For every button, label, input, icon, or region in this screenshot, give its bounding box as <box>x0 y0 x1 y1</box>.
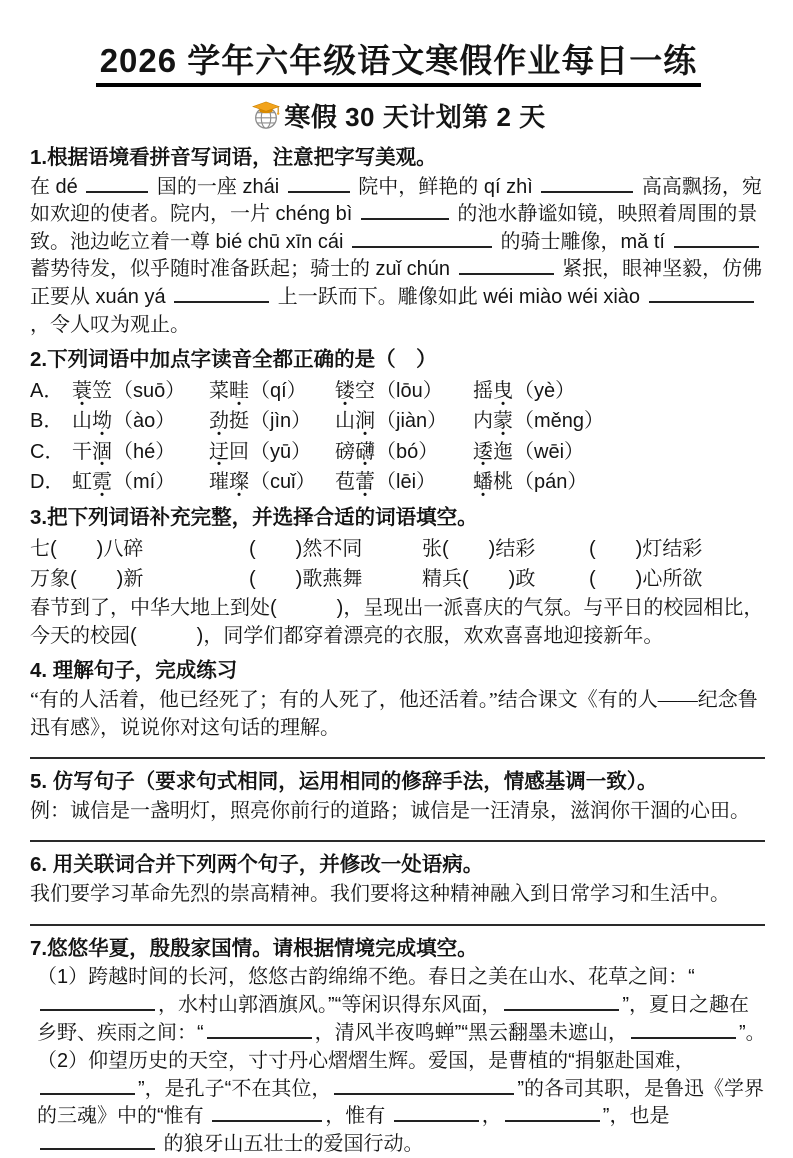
character: 桃 <box>493 471 513 494</box>
question-3-fill-text: 春节到了，中华大地上到处( )，呈现出一派喜庆的气氛。与平日的校园相比，今天的校园( )，同学们都穿着漂亮的衣服，欢欢喜喜地迎接新年。 <box>30 597 764 647</box>
question-5-example: 例：诚信是一盏明灯，照亮你前行的道路；诚信是一汪清泉，滋润你干涸的心田。 <box>30 799 750 822</box>
word-item <box>72 376 209 406</box>
fill-in-blank[interactable] <box>674 233 759 248</box>
dotted-character: 霓 <box>92 471 112 494</box>
fill-in-blank[interactable] <box>86 178 148 193</box>
word-item <box>209 376 335 406</box>
dotted-character: 蟠 <box>473 471 493 494</box>
option-row-c <box>30 437 767 467</box>
word-item <box>72 406 209 436</box>
pinyin-reading: （yè） <box>514 379 576 402</box>
fill-in-blank[interactable] <box>288 178 350 193</box>
character: 菜 <box>209 379 229 402</box>
word-item <box>335 437 473 467</box>
option-label: C． <box>30 440 65 463</box>
character: 摇 <box>473 379 493 402</box>
word-item <box>473 437 767 467</box>
dotted-character: 涸 <box>92 440 112 463</box>
question-4-heading: 4. 理解句子，完成练习 <box>30 659 238 683</box>
pinyin-reading: （suō） <box>113 379 186 402</box>
question-4-body: “有的人活着，他已经死了；有的人死了，他还活着。”结合课文《有的人——纪念鲁迅有感》，说说你对这句话的理解。 <box>30 688 758 739</box>
fill-in-blank[interactable] <box>207 1024 312 1039</box>
pinyin-reading: （lōu） <box>376 379 443 402</box>
word-item <box>209 437 335 467</box>
dotted-character: 蒙 <box>493 410 513 433</box>
character: 回 <box>229 440 249 463</box>
dotted-character: 迂 <box>209 440 229 463</box>
question-7-part2: （2）仰望历史的天空，寸寸丹心熠熠生辉。爱国，是曹植的“捐躯赴国难，”，是孔子“不在其位， ”的各司其职，是鲁迅《学界的三魂》中的“惟有 ，惟有 ， ”，也是 的狼牙山五壮士的爱国行动。 <box>37 1050 764 1155</box>
option-label: B． <box>30 410 64 433</box>
fill-in-blank[interactable] <box>361 205 449 220</box>
fill-in-blank[interactable] <box>352 233 492 248</box>
pinyin-reading: （wēi） <box>514 440 585 463</box>
idiom-item: ( )灯结彩 <box>589 538 703 561</box>
character: 空 <box>355 379 375 402</box>
word-item <box>72 467 209 497</box>
pinyin-reading: （bó） <box>376 440 439 463</box>
fill-in-blank[interactable] <box>40 1135 155 1150</box>
idiom-item: ( )然不同 <box>249 538 363 561</box>
dotted-character: 镂 <box>335 379 355 402</box>
question-7-part1: （1）跨越时间的长河，悠悠古韵绵绵不绝。春日之美在山水、花草之间：“，水村山郭酒旗风。”“等闲识得东风面， ”，夏日之趣在乡野、疾雨之间：“ ，清风半夜鸣蝉”“黑云翻墨未遮山， ”。 <box>37 966 766 1044</box>
dotted-character: 曳 <box>493 379 513 402</box>
dotted-character: 蕾 <box>355 471 375 494</box>
dotted-character: 逶 <box>473 440 493 463</box>
question-3-heading: 3.把下列词语补充完整，并选择合适的词语填空。 <box>30 506 478 530</box>
answer-line[interactable] <box>30 840 765 842</box>
idiom-item: 张( )结彩 <box>422 538 536 561</box>
character: 迤 <box>493 440 513 463</box>
character: 内 <box>473 410 493 433</box>
pinyin-reading: （ào） <box>113 410 176 433</box>
question-5-heading: 5. 仿写句子（要求句式相同，运用相同的修辞手法，情感基调一致）。 <box>30 770 658 794</box>
question-7-heading: 7.悠悠华夏，殷殷家国情。请根据情境完成填空。 <box>30 936 478 960</box>
option-row-d <box>30 467 767 497</box>
subtitle-row <box>30 97 767 134</box>
idiom-item: ( )歌燕舞 <box>249 568 363 591</box>
option-row-a <box>30 376 767 406</box>
page-title: 2026 学年六年级语文寒假作业每日一练 <box>96 42 702 87</box>
word-item <box>209 406 335 436</box>
idiom-item: 七( )八碎 <box>30 538 144 561</box>
pinyin-reading: （lēi） <box>376 471 437 494</box>
character: 笠 <box>92 379 112 402</box>
fill-in-blank[interactable] <box>505 1107 600 1122</box>
dotted-character: 劲 <box>209 410 229 433</box>
option-label: D． <box>30 471 65 494</box>
fill-in-blank[interactable] <box>174 288 269 303</box>
character: 山 <box>335 410 355 433</box>
dotted-character: 蓑 <box>72 379 92 402</box>
word-item <box>473 467 767 497</box>
pinyin-reading: （cuǐ） <box>250 471 316 494</box>
dotted-character: 礴 <box>355 440 375 463</box>
pinyin-reading: （qí） <box>250 379 307 402</box>
fill-in-blank[interactable] <box>459 260 554 275</box>
character: 璀 <box>209 471 229 494</box>
character: 山 <box>72 410 92 433</box>
fill-in-blank[interactable] <box>40 1080 135 1095</box>
graduation-cap-globe-icon <box>251 100 281 130</box>
option-row-b <box>30 406 767 436</box>
question-6-body: 我们要学习革命先烈的崇高精神。我们要将这种精神融入到日常学习和生活中。 <box>30 883 730 906</box>
option-label: A． <box>30 379 64 402</box>
fill-in-blank[interactable] <box>504 996 619 1011</box>
pinyin-reading: （jiàn） <box>376 410 448 433</box>
word-item <box>335 406 473 436</box>
fill-in-blank[interactable] <box>631 1024 736 1039</box>
pinyin-reading: （hé） <box>113 440 176 463</box>
fill-in-blank[interactable] <box>334 1080 514 1095</box>
answer-line[interactable] <box>30 757 765 759</box>
fill-in-blank[interactable] <box>40 996 155 1011</box>
fill-in-blank[interactable] <box>212 1107 322 1122</box>
plan-day-subtitle: 寒假 30 天计划第 2 天 <box>284 101 546 132</box>
question-2-heading: 2.下列词语中加点字读音全都正确的是（ ） <box>30 348 437 372</box>
character: 挺 <box>229 410 249 433</box>
character: 苞 <box>335 471 355 494</box>
character: 干 <box>72 440 92 463</box>
fill-in-blank[interactable] <box>394 1107 479 1122</box>
pinyin-reading: （měng） <box>514 410 605 433</box>
question-6-heading: 6. 用关联词合并下列两个句子，并修改一处语病。 <box>30 853 484 877</box>
idiom-row-2 <box>30 564 767 594</box>
idiom-item: ( )心所欲 <box>589 568 703 591</box>
dotted-character: 畦 <box>229 379 249 402</box>
fill-in-blank[interactable] <box>541 178 633 193</box>
question-1-heading: 1.根据语境看拼音写词语，注意把字写美观。 <box>30 145 437 169</box>
dotted-character: 涧 <box>355 410 375 433</box>
idiom-item: 精兵( )政 <box>422 568 536 591</box>
question-1-body: 在 dé 国的一座 zhái 院中，鲜艳的 qí zhì 高高飘扬，宛如欢迎的使者。院内，一片 chéng bì 的池水静谧如镜，映照着周围的景致。池边屹立着一尊 bié chū xīn cái 的骑士雕像，mǎ tí 蓄势待发，似乎随时准备跃起；骑士的 zuǐ chún 紧抿，眼神坚毅，仿佛正要从 xuán yá 上一跃而下。雕像如此 wéi miào wéi xiào ，令人叹为观止。 <box>30 175 763 336</box>
pinyin-reading: （jìn） <box>250 410 312 433</box>
title-row <box>30 42 767 87</box>
answer-line[interactable] <box>30 924 765 926</box>
pinyin-reading: （mí） <box>113 471 176 494</box>
dotted-character: 璨 <box>229 471 249 494</box>
pinyin-reading: （pán） <box>514 471 588 494</box>
word-item <box>72 437 209 467</box>
idiom-row-1 <box>30 534 767 564</box>
character: 虹 <box>72 471 92 494</box>
character: 磅 <box>335 440 355 463</box>
word-item <box>209 467 335 497</box>
word-item <box>473 376 767 406</box>
word-item <box>335 376 473 406</box>
word-item <box>335 467 473 497</box>
idiom-item: 万象( )新 <box>30 568 144 591</box>
word-item <box>473 406 767 436</box>
dotted-character: 坳 <box>92 410 112 433</box>
pinyin-reading: （yū） <box>250 440 312 463</box>
fill-in-blank[interactable] <box>649 288 754 303</box>
